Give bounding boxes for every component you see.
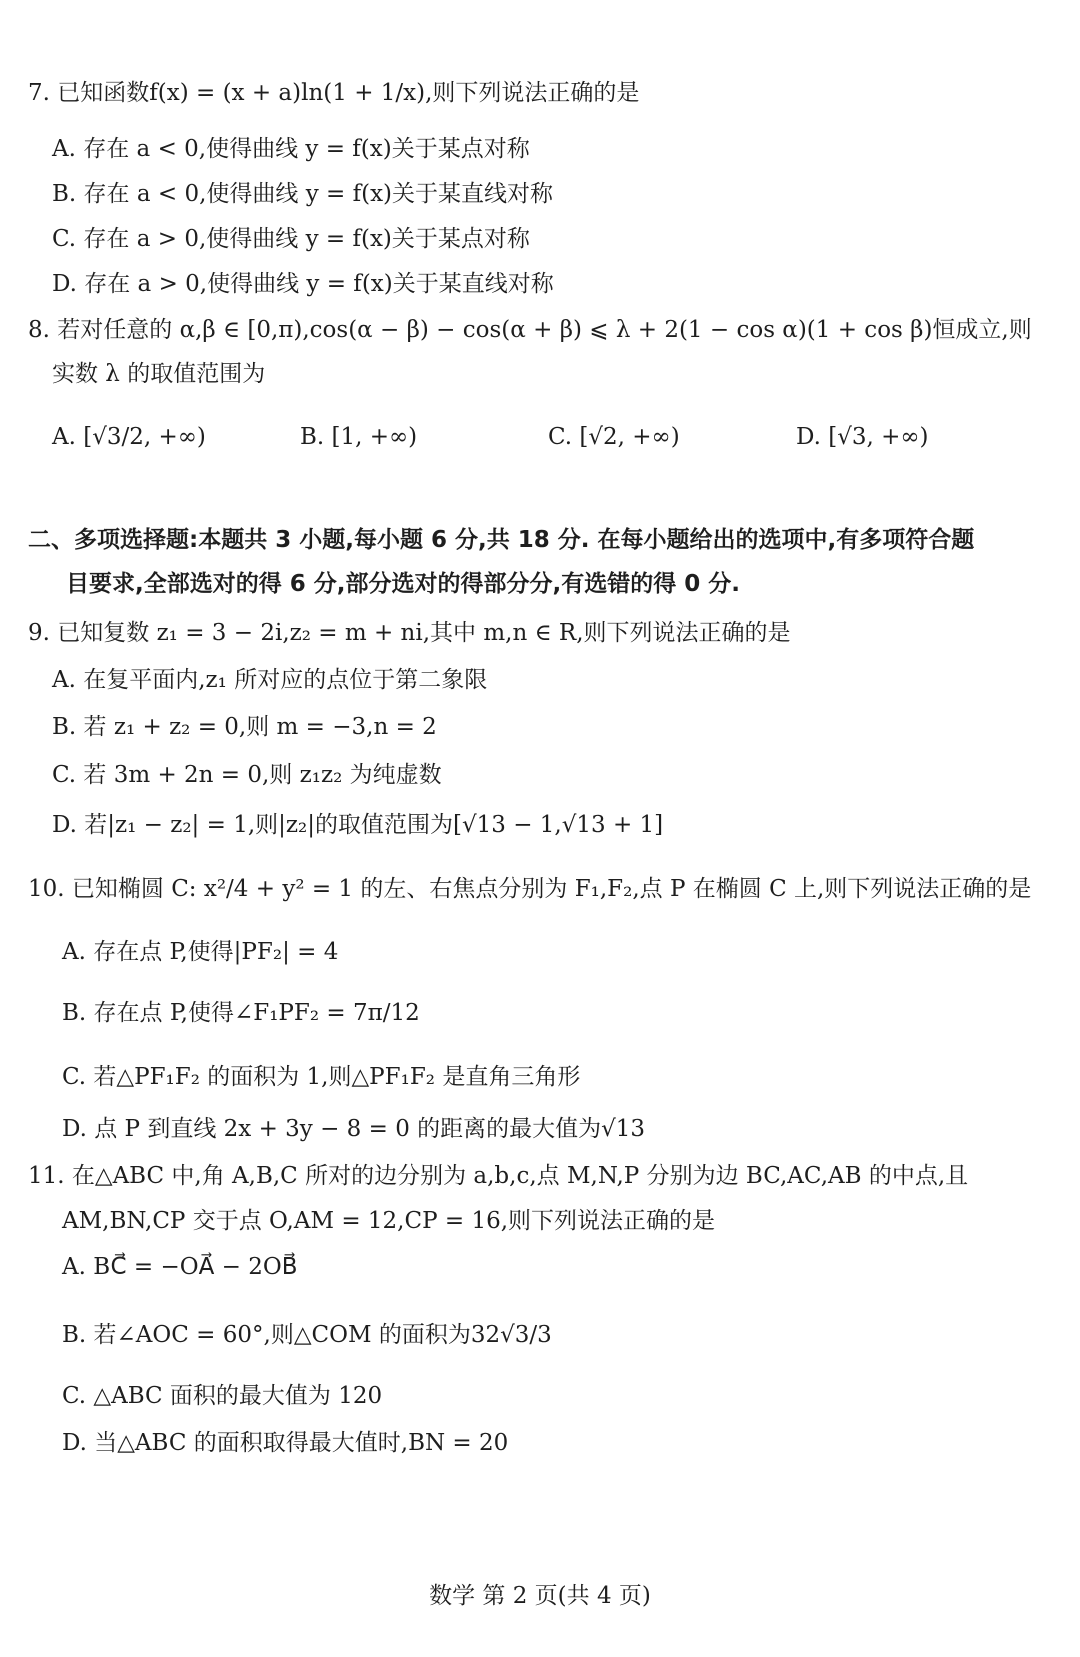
q7-option-c: C. 存在 a > 0,使得曲线 y = f(x)关于某点对称: [52, 226, 530, 252]
q11-option-c: C. △ABC 面积的最大值为 120: [62, 1383, 383, 1409]
q8-option-b: B. [1, +∞): [300, 424, 418, 450]
q8-stem-line1: 8. 若对任意的 α,β ∈ [0,π),cos(α − β) − cos(α + β) ⩽ λ + 2(1 − cos α)(1 + cos β)恒成立,则: [28, 317, 1032, 343]
q11-option-a: A. BC⃗ = −OA⃗ − 2OB⃗: [62, 1254, 298, 1280]
q11-stem-line1: 11. 在△ABC 中,角 A,B,C 所对的边分别为 a,b,c,点 M,N,P 分别为边 BC,AC,AB 的中点,且: [28, 1163, 969, 1189]
q8-option-c: C. [√2, +∞): [548, 424, 680, 450]
q9-stem: 9. 已知复数 z₁ = 3 − 2i,z₂ = m + ni,其中 m,n ∈ R,则下列说法正确的是: [28, 620, 791, 646]
q7-option-b: B. 存在 a < 0,使得曲线 y = f(x)关于某直线对称: [52, 181, 554, 207]
q7-option-d: D. 存在 a > 0,使得曲线 y = f(x)关于某直线对称: [52, 271, 554, 297]
q11-stem-line2: AM,BN,CP 交于点 O,AM = 12,CP = 16,则下列说法正确的是: [62, 1208, 716, 1234]
q9-option-a: A. 在复平面内,z₁ 所对应的点位于第二象限: [52, 667, 488, 693]
q8-stem-line2: 实数 λ 的取值范围为: [52, 361, 266, 387]
q11-option-b: B. 若∠AOC = 60°,则△COM 的面积为32√3/3: [62, 1322, 552, 1348]
q10-option-c: C. 若△PF₁F₂ 的面积为 1,则△PF₁F₂ 是直角三角形: [62, 1064, 581, 1090]
q7-stem: 7. 已知函数f(x) = (x + a)ln(1 + 1/x),则下列说法正确的是: [28, 80, 640, 106]
q10-option-b: B. 存在点 P,使得∠F₁PF₂ = 7π/12: [62, 1000, 420, 1026]
section2-heading-line2: 目要求,全部选对的得 6 分,部分选对的得部分分,有选错的得 0 分.: [66, 571, 740, 597]
page-footer: 数学 第 2 页(共 4 页): [429, 1583, 651, 1609]
q10-option-a: A. 存在点 P,使得|PF₂| = 4: [62, 939, 339, 965]
q9-option-d: D. 若|z₁ − z₂| = 1,则|z₂|的取值范围为[√13 − 1,√13 + 1]: [52, 812, 664, 838]
q10-stem: 10. 已知椭圆 C: x²/4 + y² = 1 的左、右焦点分别为 F₁,F₂,点 P 在椭圆 C 上,则下列说法正确的是: [28, 876, 1032, 902]
q8-option-d: D. [√3, +∞): [796, 424, 929, 450]
q10-option-d: D. 点 P 到直线 2x + 3y − 8 = 0 的距离的最大值为√13: [62, 1116, 646, 1142]
q11-option-d: D. 当△ABC 的面积取得最大值时,BN = 20: [62, 1430, 509, 1456]
section2-heading-line1: 二、多项选择题:本题共 3 小题,每小题 6 分,共 18 分. 在每小题给出的选项中,有多项符合题: [28, 527, 975, 553]
q9-option-c: C. 若 3m + 2n = 0,则 z₁z₂ 为纯虚数: [52, 762, 442, 788]
q8-option-a: A. [√3/2, +∞): [52, 424, 206, 450]
q9-option-b: B. 若 z₁ + z₂ = 0,则 m = −3,n = 2: [52, 714, 437, 740]
q7-option-a: A. 存在 a < 0,使得曲线 y = f(x)关于某点对称: [52, 136, 530, 162]
